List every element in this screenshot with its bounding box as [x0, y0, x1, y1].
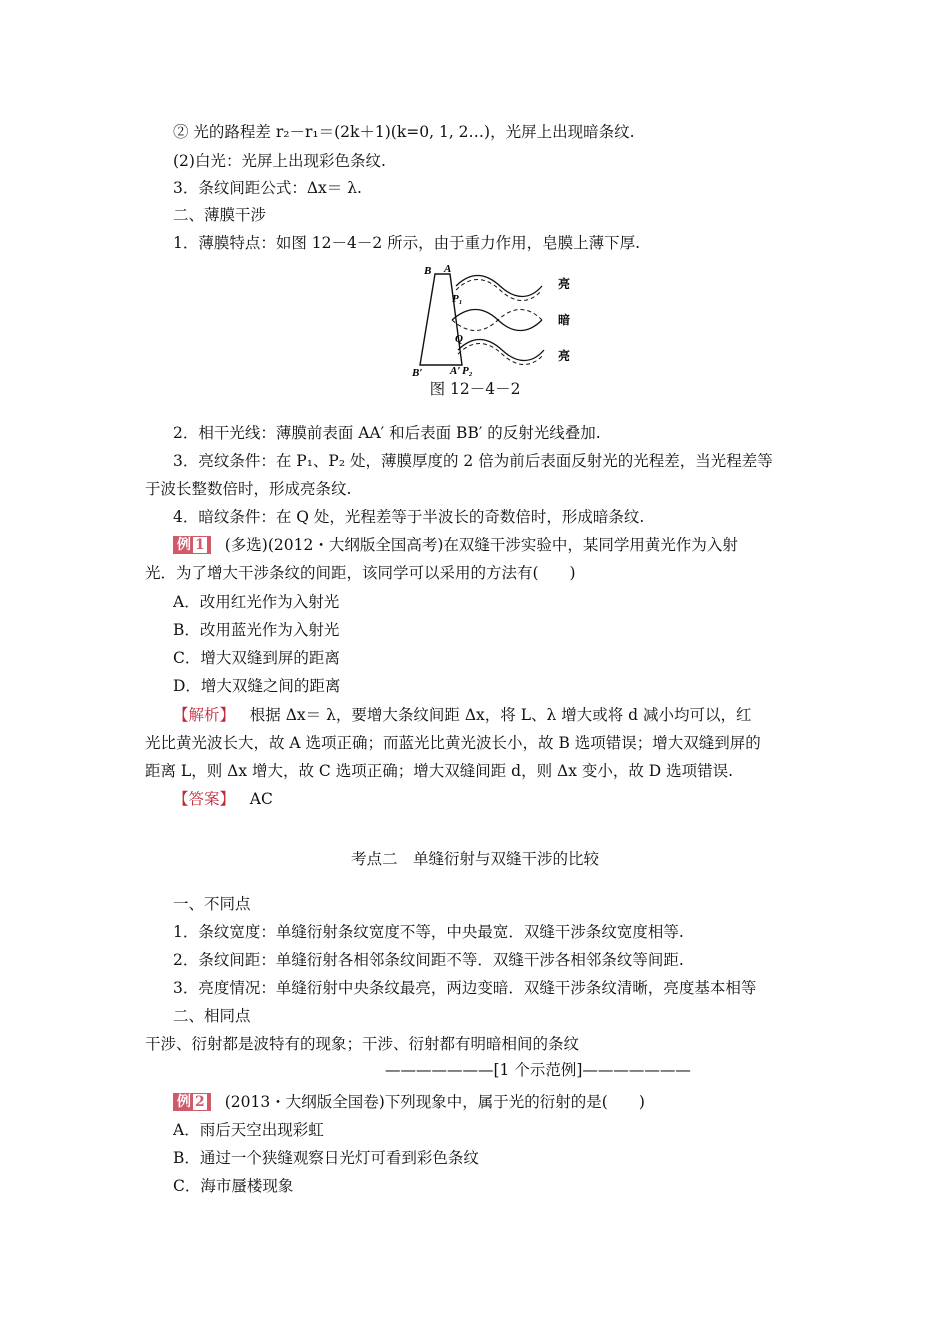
- text-line: 光．为了增大干涉条纹的间距，该同学可以采用的方法有( ): [145, 564, 576, 582]
- option-c: C．增大双缝到屏的距离: [173, 649, 340, 667]
- text-line: 2．条纹间距：单缝衍射各相邻条纹间距不等．双缝干涉各相邻条纹等间距.: [173, 951, 684, 969]
- analysis-line: 【解析】 根据 Δx＝ λ，要增大条纹间距 Δx，将 L、λ 增大或将 d 减小均可以，红: [173, 706, 752, 724]
- thin-film-figure: [410, 262, 590, 377]
- section-title: 考点二 单缝衍射与双缝干涉的比较: [350, 850, 599, 868]
- text-line: 干涉、衍射都是波特有的现象；干涉、衍射都有明暗相间的条纹: [145, 1035, 580, 1053]
- wave-dark-dashed: [452, 310, 542, 331]
- text-line: 于波长整数倍时，形成亮条纹.: [145, 480, 352, 498]
- wave-dark: [452, 310, 542, 331]
- text-line: ② 光的路程差 r₂－r₁＝(2k＋1)(k=0, 1, 2…)，光屏上出现暗条纹.: [173, 123, 635, 141]
- wave-bright-top-dashed: [456, 280, 542, 301]
- option-c: C．海市蜃楼现象: [173, 1177, 294, 1195]
- label-A: A: [444, 263, 452, 275]
- film-wedge: [420, 274, 462, 365]
- option-a: A．改用红光作为入射光: [173, 593, 340, 611]
- answer-value: AC: [249, 790, 273, 808]
- answer-line: [173, 789, 273, 809]
- option-b: B．通过一个狭缝观察日光灯可看到彩色条纹: [173, 1149, 479, 1167]
- text-line: 1．薄膜特点：如图 12－4－2 所示，由于重力作用，皂膜上薄下厚.: [173, 234, 641, 252]
- label-bright-bottom: 亮: [558, 349, 571, 363]
- section-heading: 二、薄膜干涉: [173, 206, 267, 224]
- label-B-prime: B′: [412, 367, 423, 377]
- option-b: B．改用蓝光作为入射光: [173, 621, 340, 639]
- option-d: D．增大双缝之间的距离: [173, 677, 341, 695]
- label-bright-top: 亮: [558, 277, 571, 291]
- text-line: (2)白光：光屏上出现彩色条纹.: [173, 152, 386, 170]
- text-line: 3．亮纹条件：在 P₁、P₂ 处，薄膜厚度的 2 倍为前后表面反射光的光程差，当光程差等: [173, 452, 773, 470]
- section-heading: 二、相同点: [173, 1007, 251, 1025]
- wave-bright-bottom-dashed: [458, 344, 544, 365]
- example-tag-2: 例 2: [173, 1093, 211, 1111]
- option-a: A．雨后天空出现彩虹: [173, 1121, 324, 1139]
- text-line: 3．条纹间距公式：Δx＝ λ.: [173, 179, 362, 197]
- section-heading: 一、不同点: [173, 895, 251, 913]
- text-line: 距离 L，则 Δx 增大，故 C 选项正确；增大双缝间距 d，则 Δx 变小，故 D 选项错误.: [145, 762, 734, 780]
- label-P1: P₁: [452, 293, 463, 305]
- text-line: 4．暗纹条件：在 Q 处，光程差等于半波长的奇数倍时，形成暗条纹.: [173, 508, 645, 526]
- figure-caption: 图 12－4－2: [429, 380, 521, 398]
- text-line: 2．相干光线：薄膜前表面 AA′ 和后表面 BB′ 的反射光线叠加.: [173, 424, 601, 442]
- example-divider: ———————[1 个示范例]———————: [385, 1061, 691, 1079]
- wave-bright-top: [456, 276, 542, 297]
- wave-bright-bottom: [458, 340, 544, 361]
- example-1-line: 例 1 (多选)(2012・大纲版全国高考)在双缝干涉实验中，某同学用黄光作为入射: [173, 535, 738, 555]
- label-B: B: [424, 265, 432, 277]
- label-A-prime: A′: [450, 365, 461, 377]
- text-line: 1．条纹宽度：单缝衍射条纹宽度不等，中央最宽．双缝干涉条纹宽度相等.: [173, 923, 684, 941]
- label-dark: 暗: [558, 313, 571, 327]
- example-2-line: 例 2 (2013・大纲版全国卷)下列现象中，属于光的衍射的是( ): [173, 1092, 645, 1112]
- label-P2: P₂: [462, 365, 473, 377]
- answer-label: 【答案】: [173, 790, 236, 808]
- label-Q: Q: [455, 333, 463, 345]
- example-tag-1: 例 1: [173, 536, 211, 554]
- text-line: 3．亮度情况：单缝衍射中央条纹最亮，两边变暗．双缝干涉条纹清晰，亮度基本相等: [173, 979, 757, 997]
- text-line: 光比黄光波长大，故 A 选项正确；而蓝光比黄光波长小，故 B 选项错误；增大双缝到屏的: [145, 734, 761, 752]
- analysis-label: 【解析】: [173, 706, 236, 724]
